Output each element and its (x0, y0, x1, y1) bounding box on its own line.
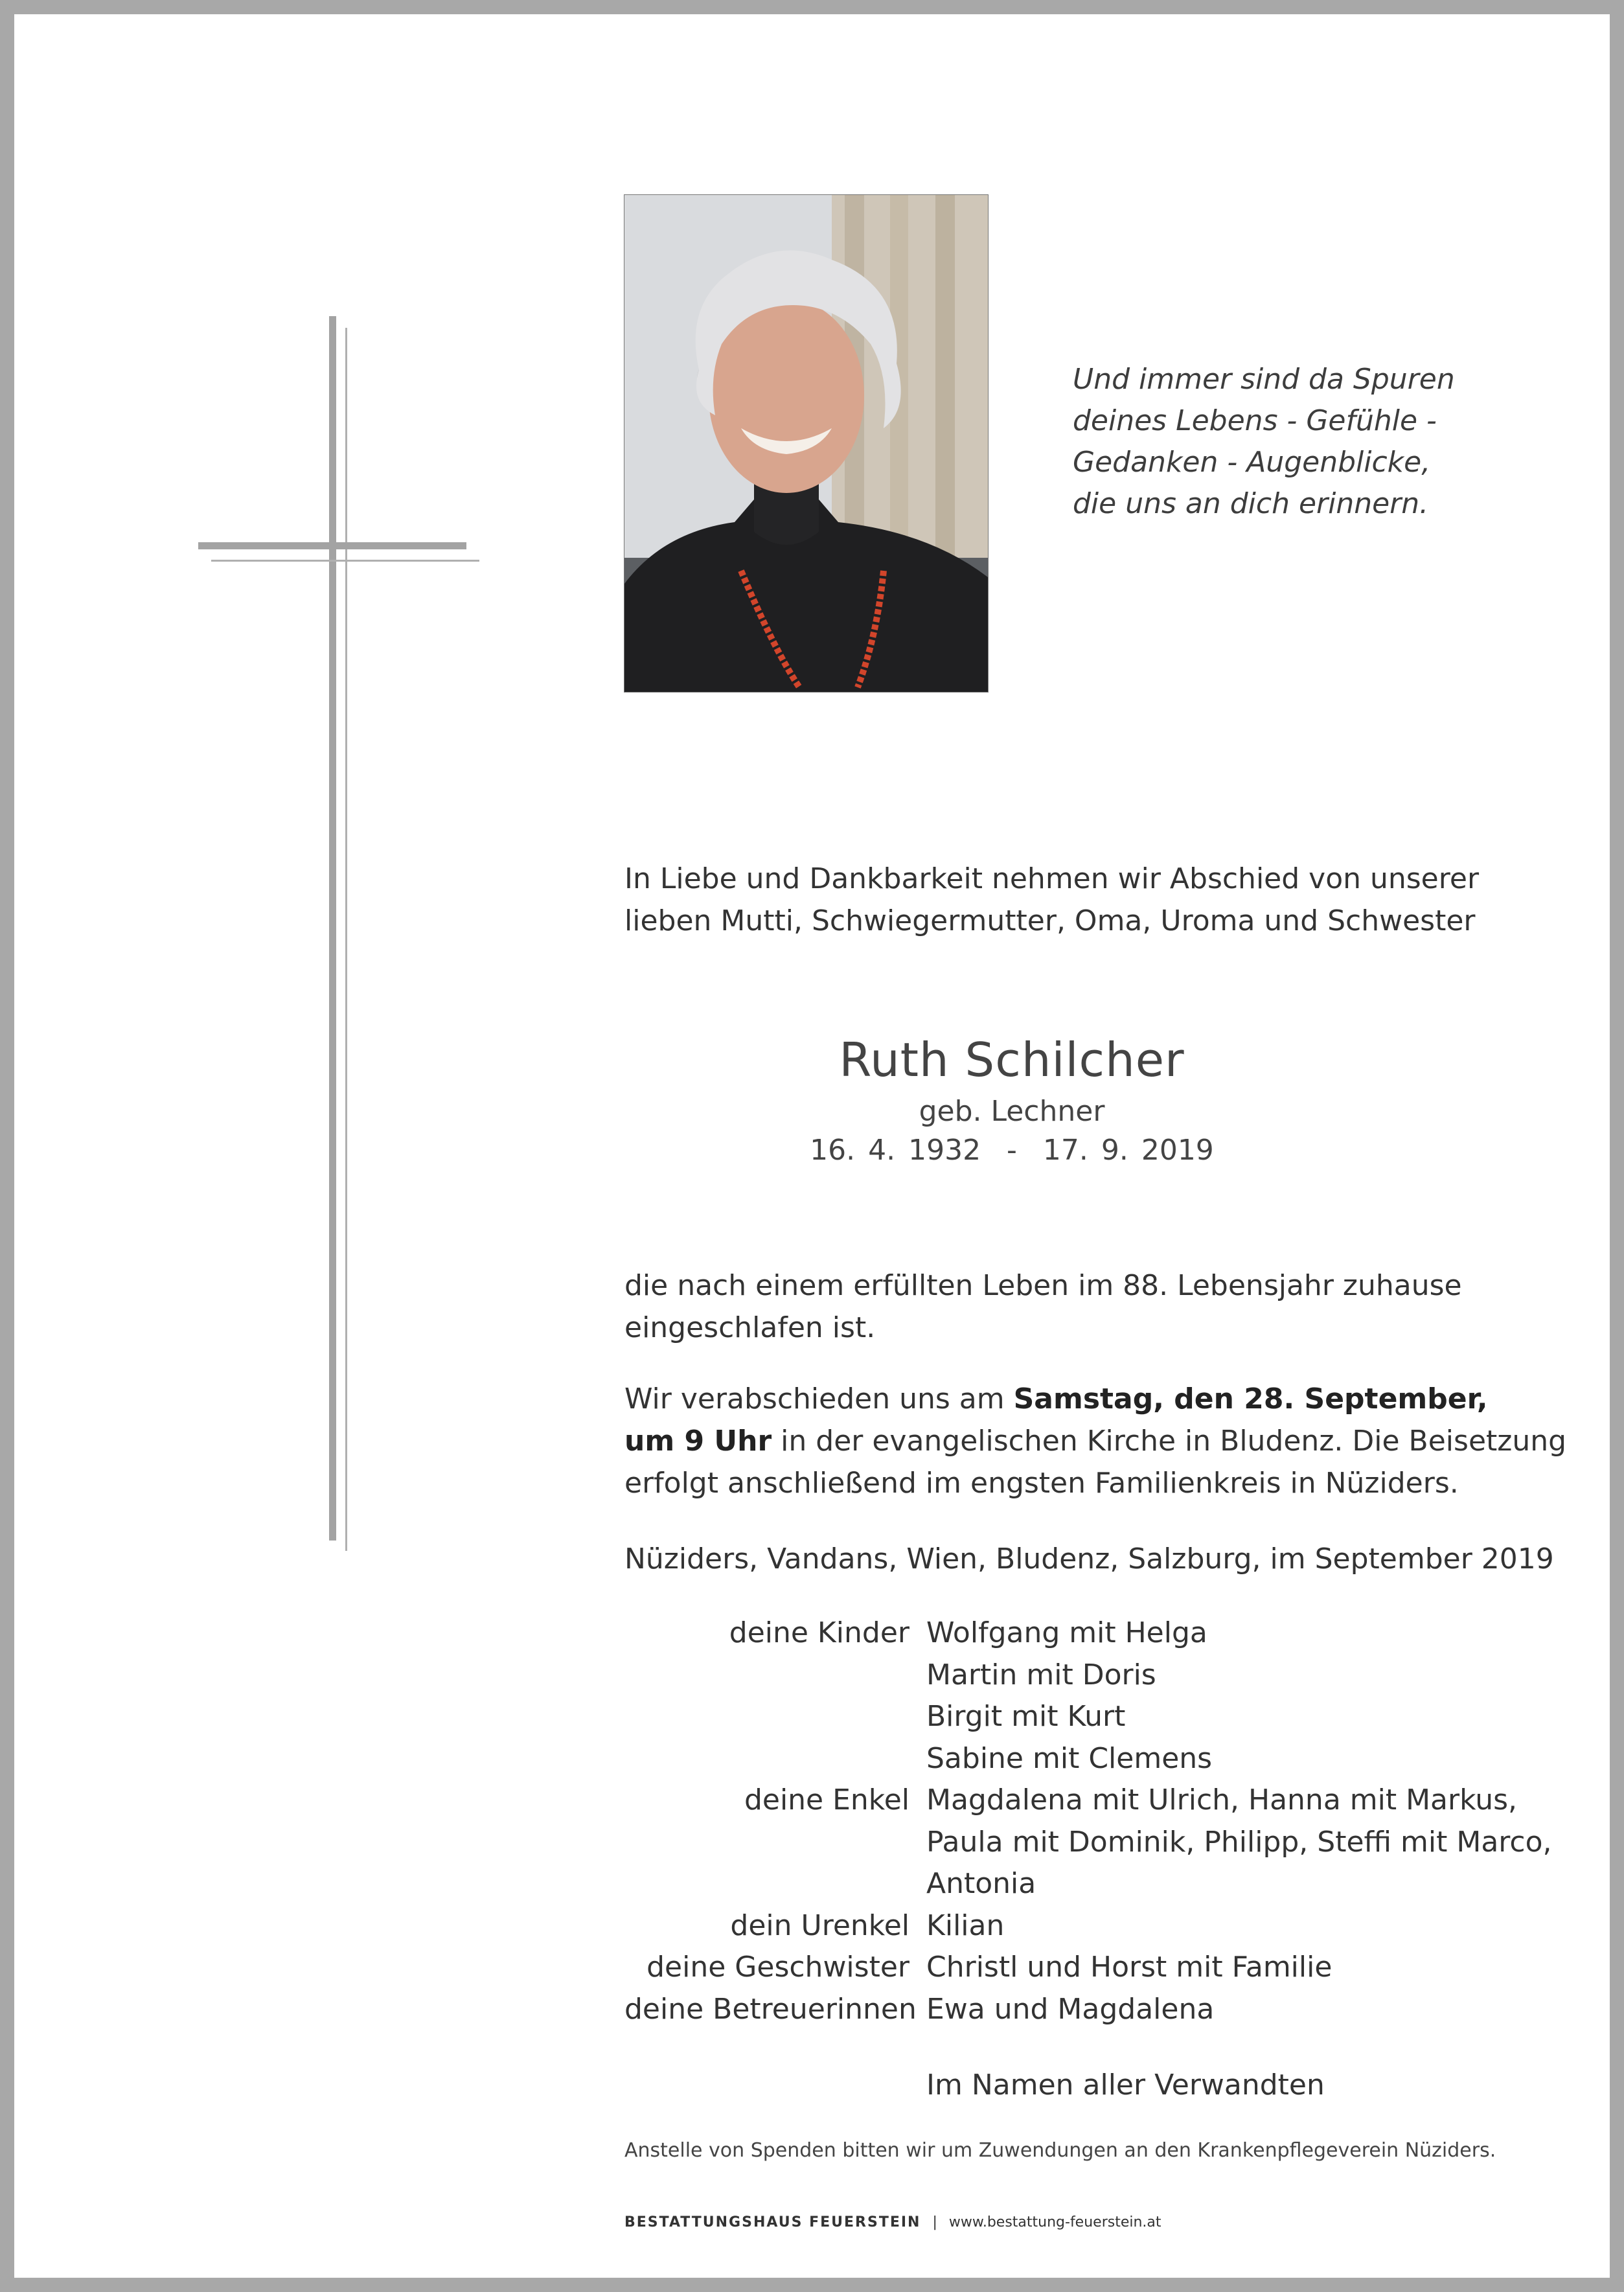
family-row (624, 1947, 1552, 1989)
portrait-photo (624, 194, 989, 693)
quote-line: die uns an dich erinnern. (1073, 487, 1429, 520)
passing-text (624, 1265, 1462, 1349)
family-row (624, 1696, 1552, 1738)
intro-line: In Liebe und Dankbarkeit nehmen wir Abschied von unserer (624, 862, 1480, 895)
family-row (624, 1822, 1552, 1864)
quote-line: Und immer sind da Spuren (1073, 363, 1455, 396)
donation-note: Anstelle von Spenden bitten wir um Zuwendungen an den Krankenpflegeverein Nüziders. (624, 2139, 1496, 2162)
ceremony-date: Samstag, den 28. September, (1013, 1382, 1488, 1415)
deceased-name: Ruth Schilcher (839, 1033, 1185, 1087)
family-row (624, 1780, 1552, 1822)
funeral-home-name: BESTATTUNGSHAUS FEUERSTEIN (624, 2214, 921, 2230)
family-row (624, 1655, 1552, 1697)
life-dates: 16. 4. 1932 - 17. 9. 2019 (810, 1134, 1214, 1167)
quote-line: Gedanken - Augenblicke, (1073, 446, 1431, 479)
quote (1073, 359, 1526, 525)
family-names: Kilian (926, 1908, 1005, 1942)
passing-line: eingeschlafen ist. (624, 1311, 876, 1344)
obituary-page (14, 14, 1610, 2278)
ceremony-time: um 9 Uhr (624, 1425, 772, 1458)
family-relation: deine Kinder (729, 1616, 909, 1649)
ceremony-pre: Wir verabschieden uns am (624, 1382, 1014, 1415)
family-row (624, 1989, 1552, 2031)
family-names: Magdalena mit Ulrich, Hanna mit Markus, (926, 1783, 1518, 1816)
family-relation: deine Enkel (744, 1783, 909, 1816)
family-relation (624, 1696, 926, 1738)
ceremony-text (624, 1378, 1566, 1504)
family-relation: deine Geschwister (646, 1951, 909, 1984)
footer (624, 2212, 1161, 2233)
family-list (624, 1612, 1552, 2030)
family-row (624, 1612, 1552, 1655)
family-names: Martin mit Doris (926, 1658, 1156, 1691)
ceremony-burial: erfolgt anschließend im engsten Familienkreis in Nüziders. (624, 1467, 1459, 1500)
intro-line: lieben Mutti, Schwiegermutter, Oma, Uroma und Schwester (624, 904, 1476, 937)
family-row (624, 1738, 1552, 1780)
family-names: Ewa und Magdalena (926, 1992, 1215, 2026)
family-names: Sabine mit Clemens (926, 1741, 1213, 1775)
intro-text (624, 858, 1479, 942)
deceased-block (792, 1027, 1232, 1170)
funeral-home-url[interactable]: www.bestattung-feuerstein.at (948, 2214, 1161, 2230)
family-row (624, 1905, 1552, 1947)
family-row (624, 1863, 1552, 1905)
family-names: Christl und Horst mit Familie (926, 1951, 1332, 1984)
birth-name: geb. Lechner (919, 1095, 1105, 1128)
signoff: Im Namen aller Verwandten (926, 2069, 1325, 2102)
places-date: Nüziders, Vandans, Wien, Bludenz, Salzburg, im September 2019 (624, 1542, 1554, 1576)
family-relation (624, 1863, 926, 1905)
family-relation: dein Urenkel (730, 1908, 909, 1942)
family-names: Paula mit Dominik, Philipp, Steffi mit Marco, (926, 1825, 1552, 1859)
family-relation: deine Betreuerinnen (624, 1992, 917, 2026)
quote-line: deines Lebens - Gefühle - (1073, 404, 1437, 437)
family-relation (624, 1822, 926, 1864)
footer-separator: | (932, 2214, 937, 2230)
ceremony-location: in der evangelischen Kirche in Bludenz. Die Beisetzung (772, 1425, 1567, 1458)
family-relation (624, 1655, 926, 1697)
family-names: Wolfgang mit Helga (926, 1616, 1207, 1649)
family-names: Birgit mit Kurt (926, 1700, 1126, 1733)
family-relation (624, 1738, 926, 1780)
passing-line: die nach einem erfüllten Leben im 88. Lebensjahr zuhause (624, 1269, 1462, 1302)
family-names: Antonia (926, 1867, 1036, 1900)
